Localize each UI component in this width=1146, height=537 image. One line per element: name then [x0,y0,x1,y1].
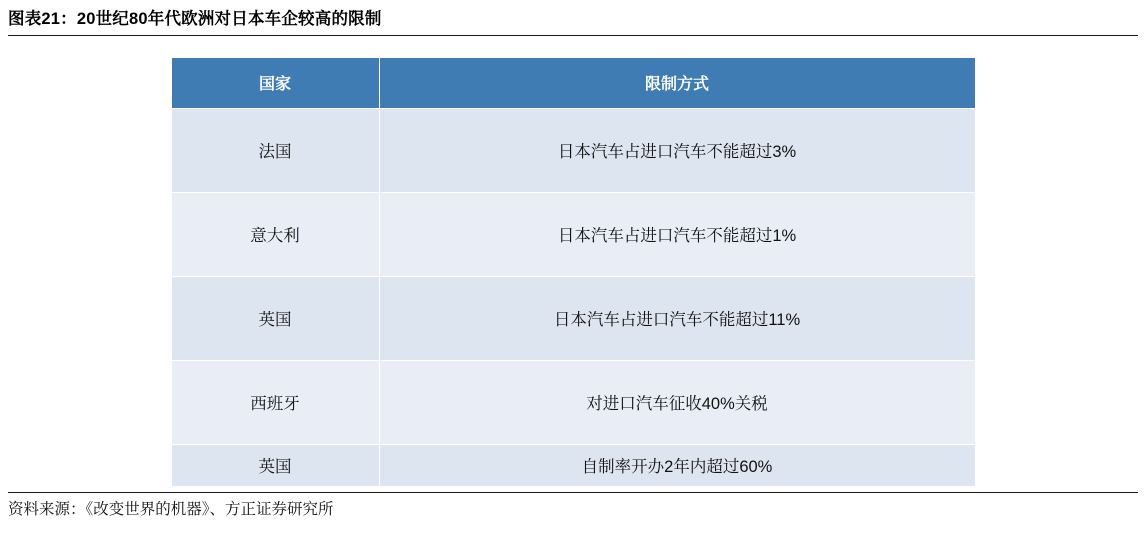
column-header-country: 国家 [171,57,379,108]
cell-country: 西班牙 [171,360,379,444]
figure-title-block [0,0,1146,44]
cell-country: 意大利 [171,192,379,276]
table-row [171,192,975,276]
table-row [171,108,975,192]
source-note: 资料来源：《改变世界的机器》、方正证券研究所 [8,501,334,518]
table-body [171,108,975,486]
cell-country: 英国 [171,444,379,486]
table-row [171,360,975,444]
cell-method: 日本汽车占进口汽车不能超过3% [379,108,975,192]
restrictions-table [171,57,976,487]
table-wrapper [0,57,1146,487]
table-header [171,57,975,108]
table-row [171,276,975,360]
cell-method: 对进口汽车征收40%关税 [379,360,975,444]
cell-country: 法国 [171,108,379,192]
title-divider [8,35,1138,36]
cell-method: 日本汽车占进口汽车不能超过1% [379,192,975,276]
column-header-method: 限制方式 [379,57,975,108]
source-divider [8,492,1138,493]
page-title: 图表21：20世纪80年代欧洲对日本车企较高的限制 [8,10,382,28]
cell-method: 自制率开办2年内超过60% [379,444,975,486]
table-row [171,444,975,486]
cell-method: 日本汽车占进口汽车不能超过11% [379,276,975,360]
cell-country: 英国 [171,276,379,360]
table-header-row [171,57,975,108]
